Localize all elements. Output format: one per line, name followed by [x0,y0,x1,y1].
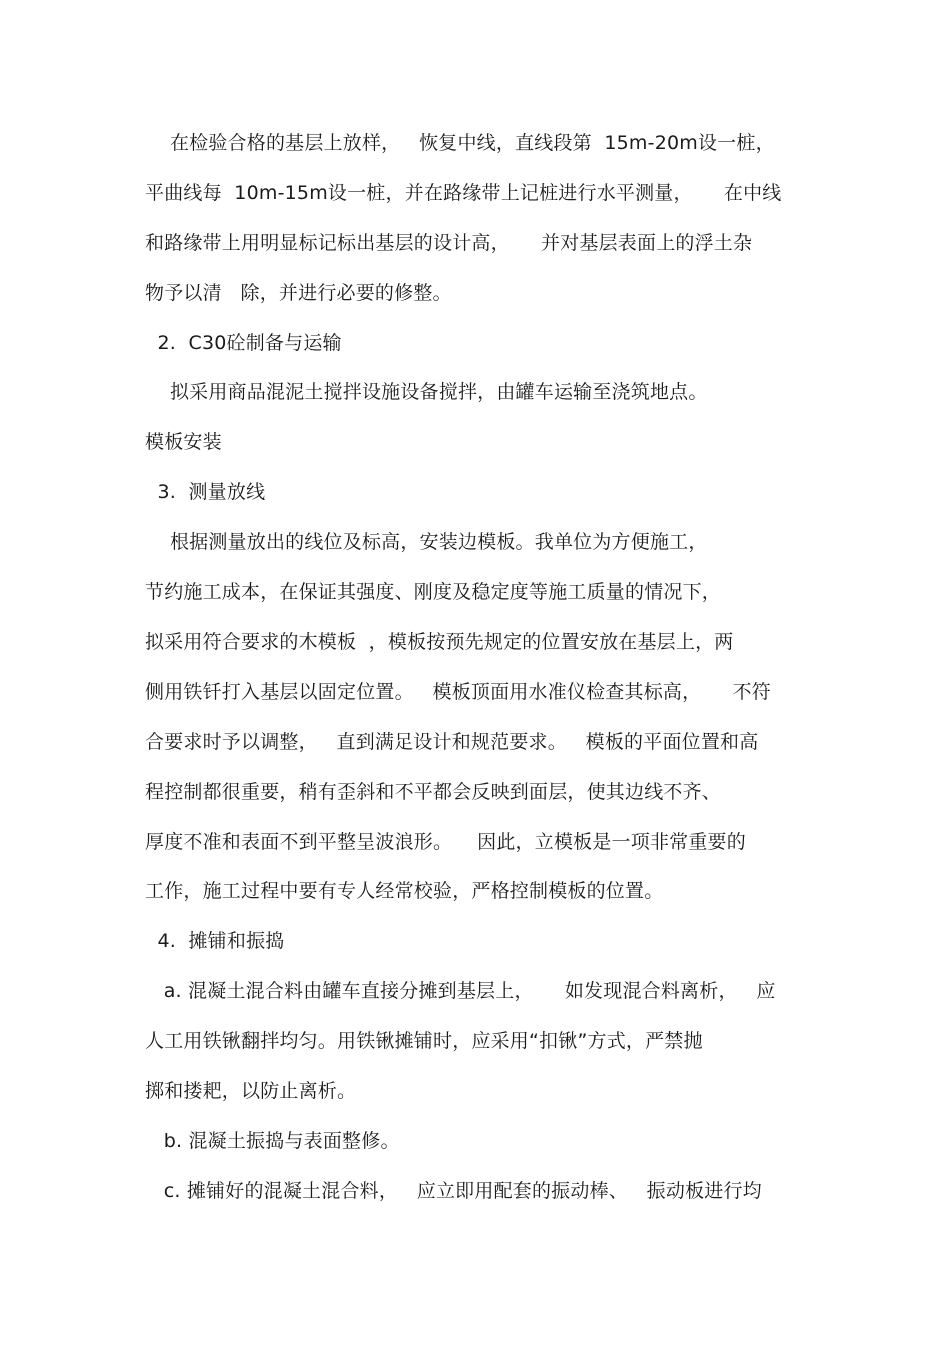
paragraph-line: 在检验合格的基层上放样， 恢复中线，直线段第 15m-20m设一桩， [145,132,775,154]
paragraph-line: 人工用铁锹翻拌均匀。用铁锹摊铺时，应采用“扣锹”方式，严禁抛 [145,1030,703,1052]
section-heading: 模板安装 [145,431,222,453]
paragraph-line: 物予以清 除，并进行必要的修整。 [145,282,452,304]
paragraph-line: 节约施工成本，在保证其强度、刚度及稳定度等施工质量的情况下， [145,581,722,603]
paragraph-line: 和路缘带上用明显标记标出基层的设计高， 并对基层表面上的浮土杂 [145,232,753,254]
paragraph-line: 拟采用商品混泥土搅拌设施设备搅拌，由罐车运输至浇筑地点。 [145,381,708,403]
paragraph-line: 掷和搂耙，以防止离析。 [145,1080,357,1102]
paragraph-line: 程控制都很重要，稍有歪斜和不平都会反映到面层，使其边线不齐、 [145,781,722,803]
paragraph-line: 平曲线每 10m-15m设一桩，并在路缘带上记桩进行水平测量， 在中线 [145,182,782,204]
paragraph-line: 合要求时予以调整， 直到满足设计和规范要求。 模板的平面位置和高 [145,731,759,753]
section-heading: 3. 测量放线 [145,481,266,503]
paragraph-line: a. 混凝土混合料由罐车直接分摊到基层上， 如发现混合料离析， 应 [145,980,776,1002]
paragraph-line: b. 混凝土振捣与表面整修。 [145,1130,400,1152]
paragraph-line: 工作，施工过程中要有专人经常校验，严格控制模板的位置。 [145,880,664,902]
paragraph-line: 厚度不准和表面不到平整呈波浪形。 因此，立模板是一项非常重要的 [145,831,746,853]
paragraph-line: 根据测量放出的线位及标高，安装边模板。我单位为方便施工， [145,531,708,553]
paragraph-line: 侧用铁钎打入基层以固定位置。 模板顶面用水准仪检查其标高， 不符 [145,681,771,703]
paragraph-line: c. 摊铺好的混凝土混合料， 应立即用配套的振动棒、 振动板进行均 [145,1180,762,1202]
section-heading: 4. 摊铺和振捣 [145,930,285,952]
section-heading: 2. C30砼制备与运输 [145,332,342,354]
paragraph-line: 拟采用符合要求的木模板 ，模板按预先规定的位置安放在基层上，两 [145,631,734,653]
